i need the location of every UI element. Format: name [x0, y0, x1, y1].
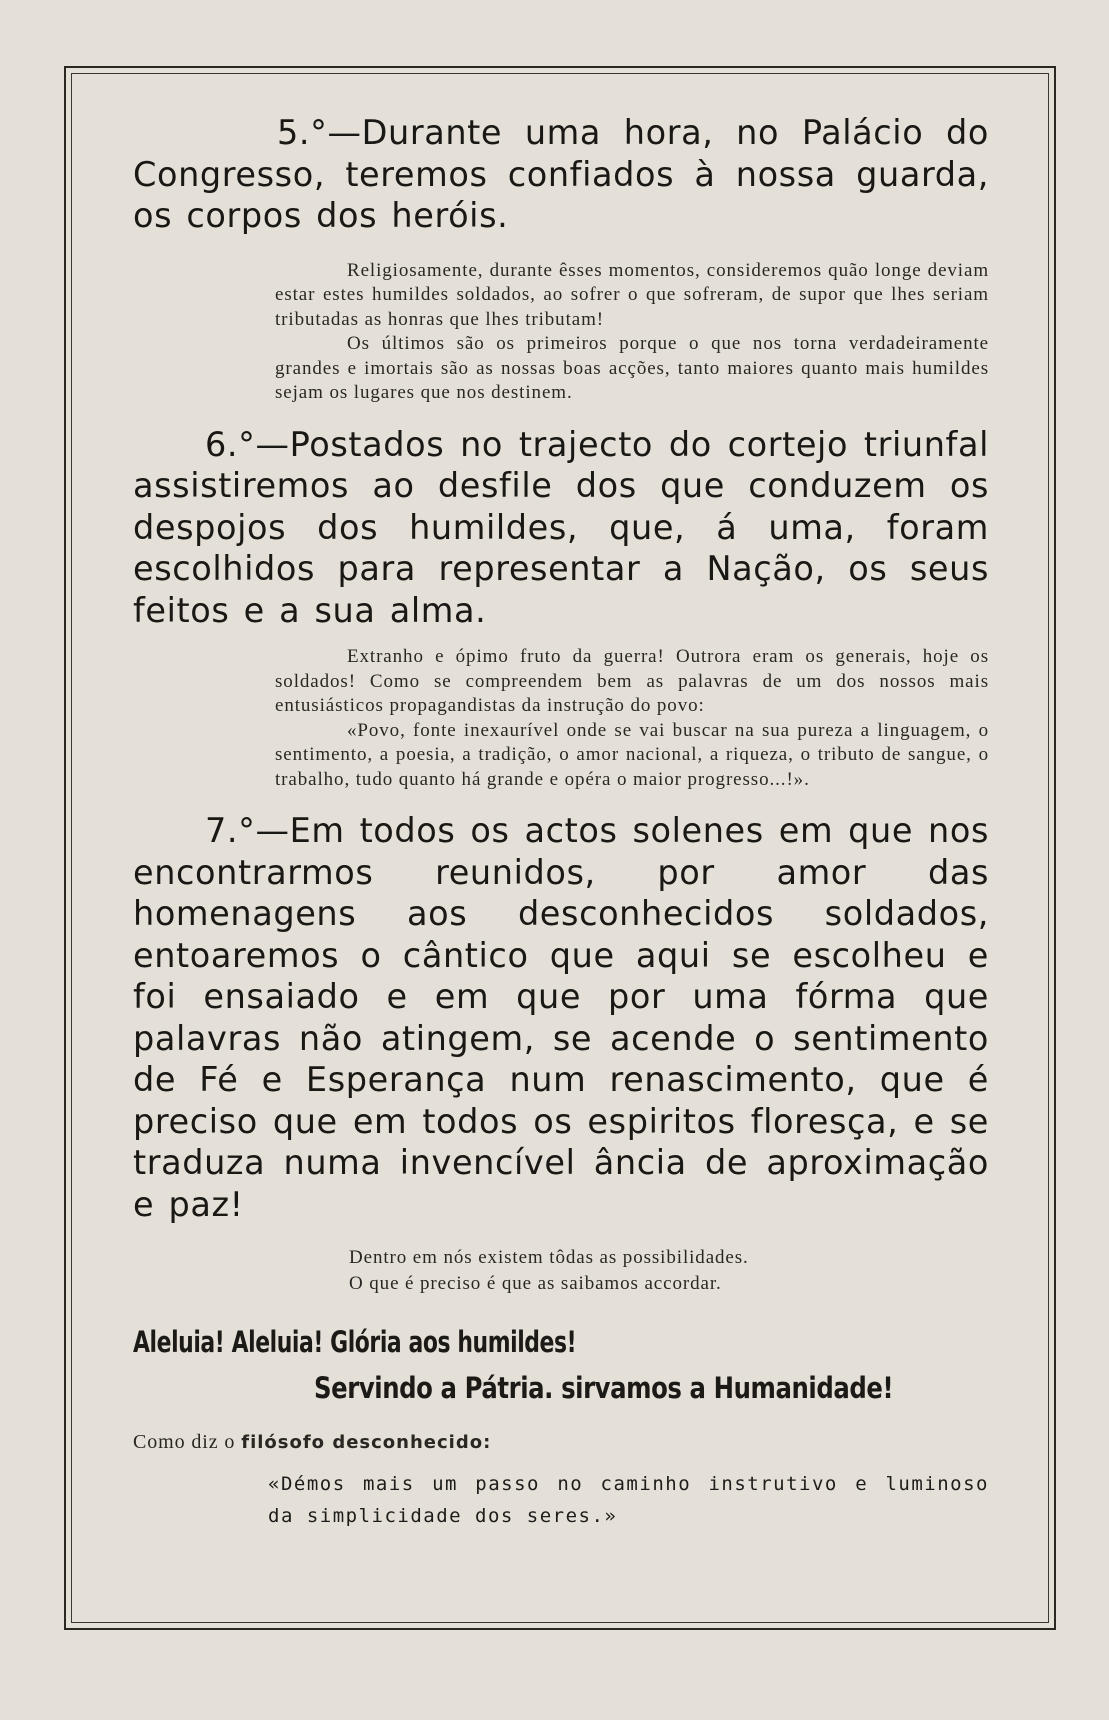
section-6-paragraph-2: «Povo, fonte inexaurível onde se vai buscar na sua pureza a linguagem, o sentimento, a poesia, a tradição, o amor nacional, a riqueza, o tributo de sangue, o trabalho, tudo quanto há grande e opéra o maior progresso...!». [275, 719, 989, 790]
filosofo-label: filósofo desconhecido: [241, 1432, 492, 1453]
section-7-heading-text: —Em todos os actos solenes em que nos encontrarmos reunidos, por amor das homenagens aos desconhecidos soldados, entoaremos o cântico que aqui se escolheu e foi ensaiado e em que por uma fórma que palavras não atingem, se acende o sentimento de Fé e Esperança num renascimento, que é preciso que em todos os espiritos floresça, e se traduza numa invencível ância de aproximação e paz! [133, 811, 989, 1224]
section-6-heading [133, 424, 989, 632]
section-6-paragraph-1: Extranho e ópimo fruto da guerra! Outrora eram os generais, hoje os soldados! Como se compreendem bem as palavras de um dos nossos mais entusiásticos propagandistas da instrução do povo: [275, 646, 989, 716]
section-5-paragraph-2: Os últimos são os primeiros porque o que nos torna verdadeiramente grandes e imortais são as nossas boas acções, tanto maiores quanto mais humildes sejam os lugares que nos destinem. [275, 333, 989, 403]
section-7-heading [133, 810, 989, 1225]
servindo-line: Servindo a Pátria. sirvamos a Humanidade! [314, 1371, 894, 1405]
section-5-heading-text: —Durante uma hora, no Palácio do Congresso, teremos confiados à nossa guarda, os corpos dos heróis. [133, 113, 989, 235]
document-body [133, 112, 989, 1532]
closing-line-2: O que é preciso é que as saibamos accordar. [349, 1273, 722, 1294]
closing-line-1: Dentro em nós existem tôdas as possibilidades. [349, 1247, 749, 1268]
aleluia-line: Aleluia! Aleluia! Glória aos humildes! [133, 1325, 577, 1359]
section-5-paragraph-1: Religiosamente, durante êsses momentos, consideremos quão longe deviam estar estes humildes soldados, ao sofrer o que sofreram, de supor que lhes seriam tributadas as honras que lhes tributam! [275, 259, 989, 330]
section-5-number: 5.° [277, 113, 328, 152]
section-6-number: 6.° [205, 424, 256, 464]
philosopher-quote: «Démos mais um passo no caminho instrutivo e luminoso da simplicidade dos seres.» [268, 1473, 989, 1527]
como-prefix: Como diz o [133, 1431, 242, 1453]
closing-lines [349, 1245, 989, 1297]
section-7-number: 7.° [205, 811, 256, 850]
como-diz-line [133, 1429, 989, 1456]
section-5-heading [133, 112, 989, 237]
section-6-heading-text: —Postados no trajecto do cortejo triunfal assistiremos ao desfile dos que conduzem os despojos dos humildes, que, á uma, foram escolhidos para representar a Nação, os seus feitos e a sua alma. [133, 424, 989, 630]
